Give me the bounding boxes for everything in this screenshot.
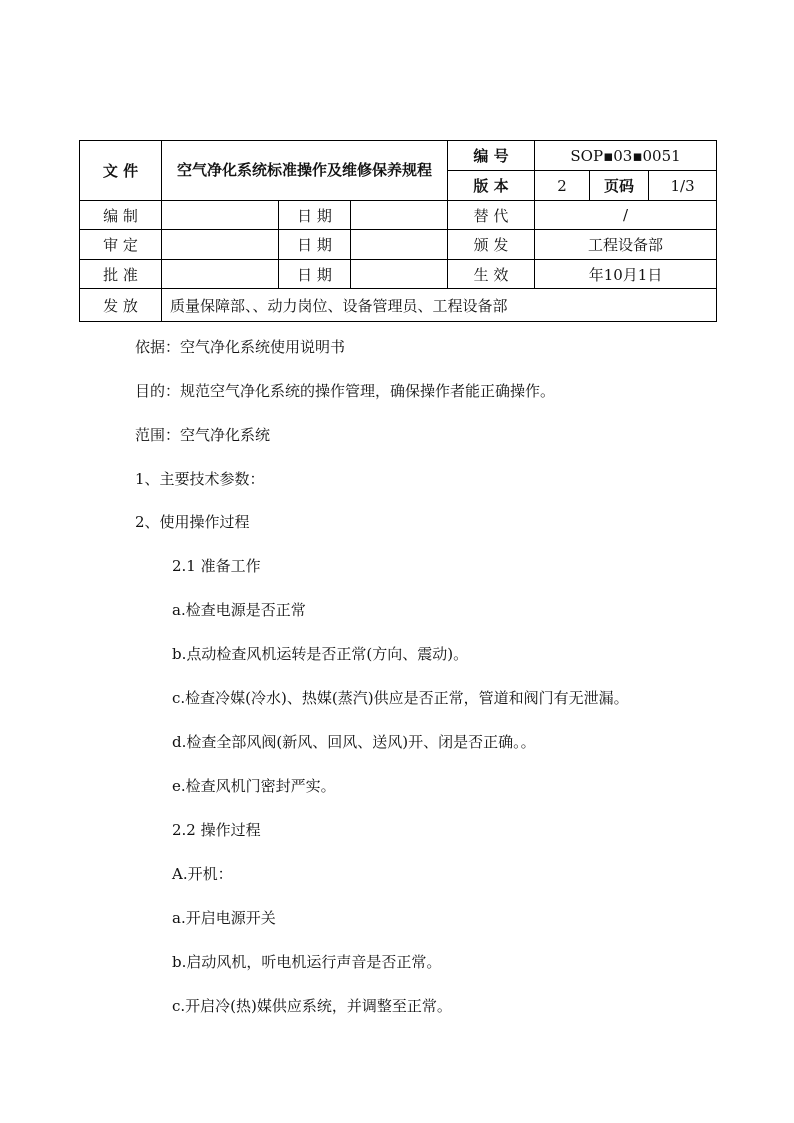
doc-label: 文 件 bbox=[80, 141, 162, 201]
step-item: c.检查冷媒(冷水)、热媒(蒸汽)供应是否正常，管道和阀门有无泄漏。 bbox=[172, 689, 629, 707]
right-value: 年10月1日 bbox=[535, 260, 717, 289]
subsection-heading: 2.1 准备工作 bbox=[172, 557, 261, 575]
right-label: 生 效 bbox=[448, 260, 535, 289]
purpose-line: 目的：规范空气净化系统的操作管理，确保操作者能正确操作。 bbox=[135, 382, 556, 400]
step-item: a.检查电源是否正常 bbox=[172, 601, 306, 619]
page-value: 1/3 bbox=[649, 171, 717, 201]
row-label: 批 准 bbox=[80, 260, 162, 289]
number-label: 编 号 bbox=[448, 141, 535, 171]
date-value bbox=[351, 230, 448, 260]
document-header-table bbox=[79, 140, 716, 325]
number-value: SOP▪03▪0051 bbox=[535, 141, 717, 171]
step-item: b.点动检查风机运转是否正常(方向、震动)。 bbox=[172, 645, 469, 663]
step-item: e.检查风机门密封严实。 bbox=[172, 777, 336, 795]
right-value: 工程设备部 bbox=[535, 230, 717, 260]
basis-line: 依据：空气净化系统使用说明书 bbox=[135, 338, 346, 356]
row-value bbox=[162, 230, 279, 260]
scope-line: 范围：空气净化系统 bbox=[135, 426, 271, 444]
row-value bbox=[162, 201, 279, 230]
step-item: c.开启冷(热)媒供应系统，并调整至正常。 bbox=[172, 997, 452, 1015]
version-label: 版 本 bbox=[448, 171, 535, 201]
date-value bbox=[351, 260, 448, 289]
right-label: 替 代 bbox=[448, 201, 535, 230]
date-label: 日 期 bbox=[279, 201, 351, 230]
right-label: 颁 发 bbox=[448, 230, 535, 260]
step-item: d.检查全部风阀(新风、回风、送风)开、闭是否正确。。 bbox=[172, 733, 536, 751]
step-item: b.启动风机，听电机运行声音是否正常。 bbox=[172, 953, 442, 971]
date-label: 日 期 bbox=[279, 260, 351, 289]
page-label: 页码 bbox=[590, 171, 649, 201]
date-label: 日 期 bbox=[279, 230, 351, 260]
row-label: 编 制 bbox=[80, 201, 162, 230]
date-value bbox=[351, 201, 448, 230]
step-item: a.开启电源开关 bbox=[172, 909, 276, 927]
row-label: 审 定 bbox=[80, 230, 162, 260]
distribute-label: 发 放 bbox=[80, 289, 162, 322]
subsection-heading: 2.2 操作过程 bbox=[172, 821, 261, 839]
section-heading: 1、主要技术参数： bbox=[135, 470, 265, 488]
step-heading: A.开机： bbox=[172, 865, 233, 883]
distribute-value: 质量保障部、、动力岗位、设备管理员、工程设备部 bbox=[162, 289, 717, 322]
document-title: 空气净化系统标准操作及维修保养规程 bbox=[162, 141, 448, 201]
row-value bbox=[162, 260, 279, 289]
version-value: 2 bbox=[535, 171, 590, 201]
section-heading: 2、使用操作过程 bbox=[135, 513, 250, 531]
right-value: / bbox=[535, 201, 717, 230]
